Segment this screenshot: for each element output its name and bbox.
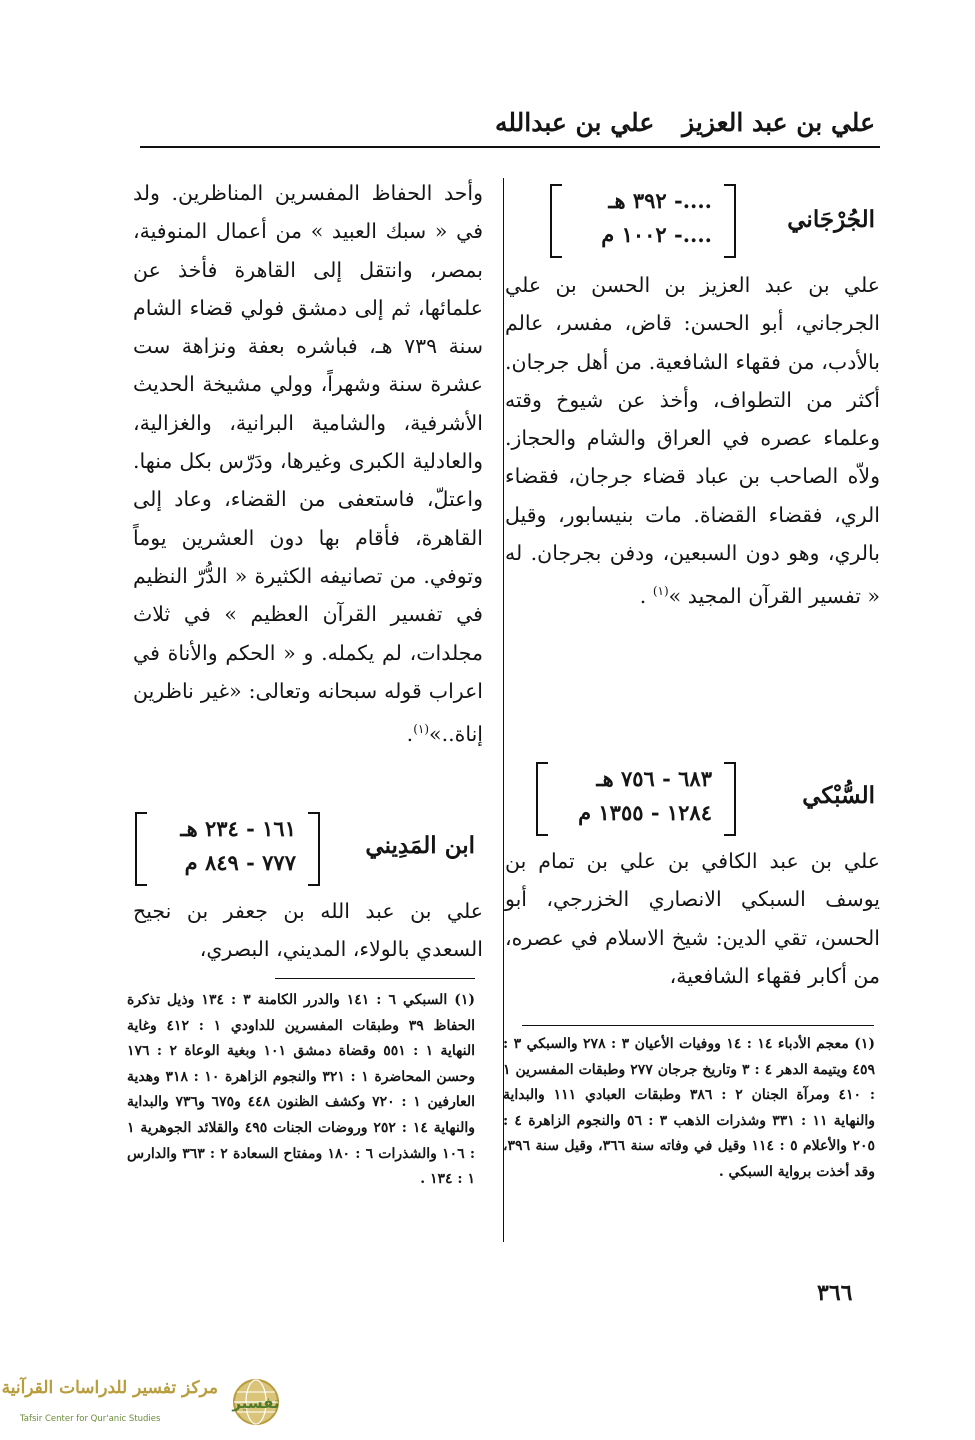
footnote-right: (١) معجم الأدباء ١٤ : ١٤ ووفيات الأعيان ٣ : ٢٧٨ والسبكي ٣ : ٤٥٩ ويتيمة الدهر ٤ : ٣ وتاريخ جرجان ٢٧٧ وطبقات المفسرين ١ : ٤١٠ ومرآة الجنان ٢ : ٣٨٦ وطبقات العبادي ١١١ والبداية والنهاية ١١ : ٣٣١ وشذرات الذهب ٣ : ٥٦ والنجوم الزاهرة ٤ : ٢٠٥ والأعلام ٥ : ١١٤ وقيل في وفاته سنة ٣٦٦، وقيل سنة ٣٩٦، وقد أخذت برواية السبكي . xyxy=(503,1036,876,1180)
globe-icon xyxy=(224,1376,288,1428)
entry-name-subki: السُّبْكي xyxy=(802,782,875,809)
entry-name-jurjani: الجُرْجَاني xyxy=(787,206,875,233)
dates-gregorian-madini: ٧٧٧ - ٨٤٩ م xyxy=(184,850,296,875)
dates-bracket-madini xyxy=(135,812,320,886)
footnote-rule-left xyxy=(275,978,475,979)
footnote-ref: (١) xyxy=(652,584,669,599)
entry-text-jurjani: علي بن عبد العزيز بن الحسن بن علي الجرجاني، أبو الحسن: قاض، مفسر، عالم بالأدب، من فقهاء الشافعية. من أهل جرجان. أكثر من التطواف، وأخذ عن شيوخ وقته وعلماء عصره في العراق والشام والحجاز. ولاّه الصاحب بن عباد قضاء جرجان، فقضاء الري، فقضاء القضاة. مات بنيسابور، وقيل بالري، وهو دون السبعين، ودفن بجرجان. له « تفسير القرآن المجيد »$^{(١)}$ . xyxy=(505,273,880,609)
footnote-rule-right xyxy=(522,1025,874,1026)
logo-mark-text: تفسير xyxy=(232,1394,280,1412)
publisher-logo xyxy=(1,1376,288,1432)
dates-gregorian-subki: ١٢٨٤ - ١٣٥٥ م xyxy=(578,800,712,825)
entry-text-subki-cont: وأحد الحفاظ المفسرين المناظرين. ولد في « سبك العبيد » من أعمال المنوفية، بمصر، وانتقل إلى القاهرة فأخذ عن علمائها، ثم إلى دمشق فولي قضاء الشام سنة ٧٣٩ هـ، فباشره بعفة ونزاهة ست عشرة سنة وشهراً، وولي مشيخة الحديث الأشرفية، والشامية البرانية، والغزالية، والعادلية الكبرى وغيرها، ودَرّس بكل منها. واعتلّ، فاستعفى من القضاء، وعاد إلى القاهرة، فأقام بها دون العشرين يوماً وتوفي. من تصانيفه الكثيرة « الدُّرّ النظيم في تفسير القرآن العظيم » في ثلاث مجلدات، لم يكمله. و « الحكم والأناة في اعراب قوله سبحانه وتعالى: «غير ناظرين إناة..»$^{(١)}$. xyxy=(133,181,483,746)
entry-text-madini: علي بن عبد الله بن جعفر بن نجيح السعدي بالولاء، المديني، البصري، xyxy=(133,899,483,962)
dates-bracket-subki xyxy=(536,762,736,836)
dates-bracket-jurjani xyxy=(550,184,736,258)
dates-gregorian-jurjani: ....- ١٠٠٢ م xyxy=(601,222,712,247)
entry-text-subki: علي بن عبد الكافي بن علي بن تمام بن يوسف السبكي الانصاري الخزرجي، أبو الحسن، تقي الدين: شيخ الاسلام في عصره، من أكابر فقهاء الشافعية، xyxy=(505,849,880,988)
running-header-right: علي بن عبد العزيز xyxy=(682,108,875,137)
running-header-left: علي بن عبدالله xyxy=(495,108,655,137)
header-rule xyxy=(140,146,880,148)
dates-hijri-jurjani: ....- ٣٩٢ هـ xyxy=(608,188,712,213)
logo-english-text: Tafsir Center for Qur'anic Studies xyxy=(20,1414,161,1424)
footnote-left: (١) السبكي ٦ : ١٤١ والدرر الكامنة ٣ : ١٣٤ وذيل تذكرة الحفاظ ٣٩ وطبقات المفسرين للداودي ١ : ٤١٢ وغاية النهاية ١ : ٥٥١ وقضاة دمشق ١٠١ وبغية الوعاة ٢ : ١٧٦ وحسن المحاضرة ١ : ٣٢١ والنجوم الزاهرة ١٠ : ٣١٨ وهدية العارفين ١ : ٧٢٠ وكشف الظنون ٤٤٨ و٦٧٥ و٧٣٦ والبداية والنهاية ١٤ : ٢٥٢ وروضات الجنات ٤٩٥ والقلائد الجوهرية ١ : ١٠٦ والشذرات ٦ : ١٨٠ ومفتاح السعادة ٢ : ٣٦٣ والدارس ١ : ١٣٤ . xyxy=(127,992,476,1188)
logo-arabic-text: مركز تفسير للدراسات القرآنية xyxy=(1,1378,218,1398)
entry-name-madini: ابن المَدِيني xyxy=(365,832,475,859)
dates-hijri-subki: ٦٨٣ - ٧٥٦ هـ xyxy=(596,766,712,791)
page-number: ٣٦٦ xyxy=(817,1280,853,1306)
dates-hijri-madini: ١٦١ - ٢٣٤ هـ xyxy=(180,816,296,841)
footnote-ref: (١) xyxy=(413,722,430,737)
